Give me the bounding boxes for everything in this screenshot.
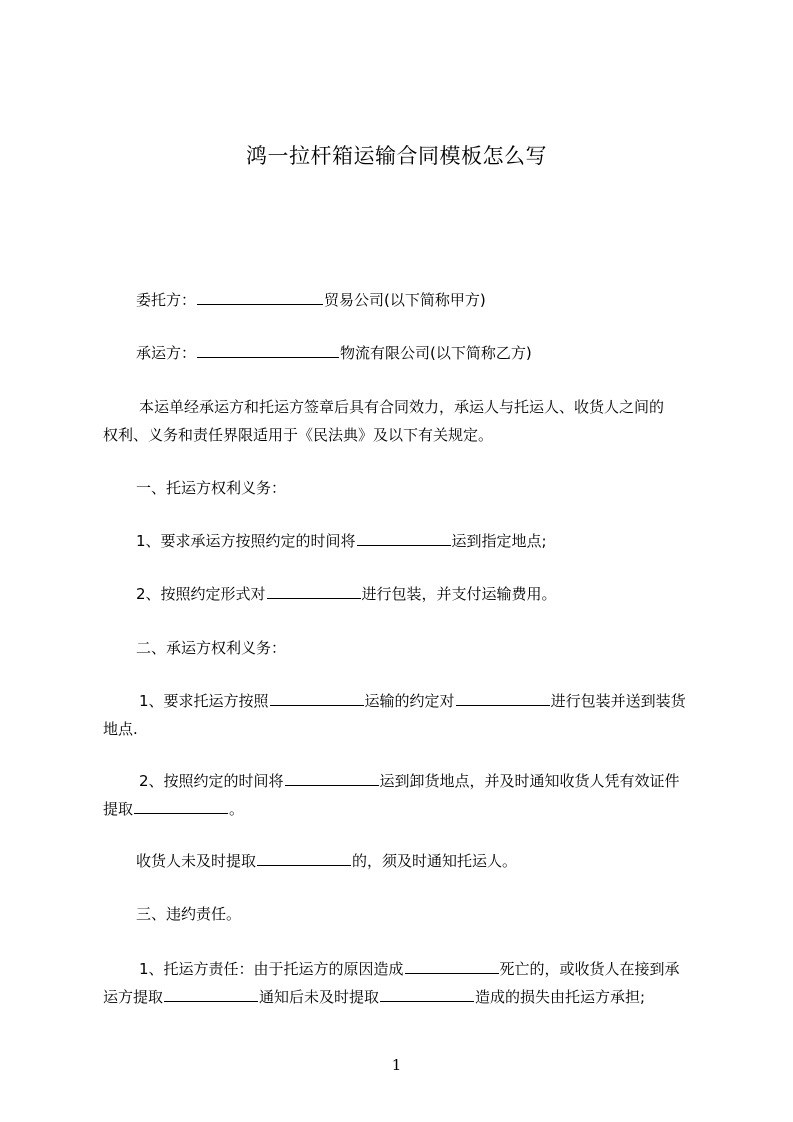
section3-heading-text: 三、违约责任。 xyxy=(136,905,242,923)
section3-item1-suffix: 死亡的，或收货人在接到承 xyxy=(499,960,680,978)
section3-item1-line2-c: 造成的损失由托运方承担; xyxy=(475,988,646,1006)
section2-item2-line2-suffix: 。 xyxy=(229,800,245,818)
intro-text-1: 本运单经承运方和托运方签章后具有合同效力，承运人与托运人、收货人之间的 xyxy=(139,398,665,416)
section2-heading xyxy=(103,634,713,663)
document-title: 鸿一拉杆箱运输合同模板怎么写 xyxy=(246,144,547,168)
section1-item1-prefix: 1、要求承运方按照约定的时间将 xyxy=(136,532,356,550)
section3-heading xyxy=(103,900,713,929)
section1-item2-prefix: 2、按照约定形式对 xyxy=(136,585,266,603)
section2-note-suffix: 的，须及时通知托运人。 xyxy=(352,852,518,870)
section1-heading xyxy=(103,474,713,503)
section2-item1-prefix: 1、要求托运方按照 xyxy=(139,692,269,710)
page-number: 1 xyxy=(391,1056,402,1074)
section2-item1-middle: 运输的约定对 xyxy=(364,692,455,710)
section2-item1-line-2: 地点. xyxy=(103,720,138,738)
consignor-suffix: 贸易公司(以下简称甲方) xyxy=(324,291,486,309)
section2-item2-suffix: 运到卸货地点，并及时通知收货人凭有效证件 xyxy=(379,772,680,790)
section3-item1-prefix: 1、托运方责任：由于托运方的原因造成 xyxy=(139,960,404,978)
section2-item1-line-1 xyxy=(103,687,713,716)
carrier-suffix: 物流有限公司(以下简称乙方) xyxy=(340,344,532,362)
section2-item1-suffix: 进行包装并送到装货 xyxy=(550,692,686,710)
intro-line-2: 权利、义务和责任界限适用于《民法典》及以下有关规定。 xyxy=(103,426,494,444)
section2-item1-blank-1 xyxy=(270,691,364,706)
section3-item1-line-1 xyxy=(103,955,713,984)
section2-item1-blank-2 xyxy=(456,691,550,706)
section1-item2 xyxy=(103,580,713,609)
intro-line-1 xyxy=(103,393,713,422)
section2-item2-line2-blank xyxy=(134,799,228,814)
section2-item2-line-1 xyxy=(103,767,713,796)
section1-item2-suffix: 进行包装，并支付运输费用。 xyxy=(361,585,557,603)
section1-item2-blank xyxy=(267,584,361,599)
section3-item1-line2-a: 运方提取 xyxy=(103,988,164,1006)
section3-item1-line2-blank-1 xyxy=(164,987,258,1002)
section1-item1 xyxy=(103,527,713,556)
section1-item1-blank xyxy=(357,531,451,546)
section1-heading-text: 一、托运方权利义务： xyxy=(136,479,287,497)
consignor-line xyxy=(103,286,713,315)
section2-item2-line2-prefix: 提取 xyxy=(103,800,134,818)
carrier-label: 承运方： xyxy=(136,344,197,362)
carrier-blank xyxy=(197,343,339,358)
consignor-label: 委托方： xyxy=(136,291,197,309)
section3-item1-line2-b: 通知后未及时提取 xyxy=(259,988,380,1006)
section2-note-blank xyxy=(257,851,351,866)
section2-note-prefix: 收货人未及时提取 xyxy=(136,852,257,870)
section2-note xyxy=(103,847,713,876)
section2-item2-prefix: 2、按照约定的时间将 xyxy=(139,772,284,790)
carrier-line xyxy=(103,339,713,368)
consignor-blank xyxy=(197,290,323,305)
section3-item1-blank xyxy=(405,959,499,974)
section2-item2-blank xyxy=(285,771,379,786)
section3-item1-line-2 xyxy=(103,983,713,1012)
section1-item1-suffix: 运到指定地点; xyxy=(451,532,547,550)
section3-item1-line2-blank-2 xyxy=(380,987,474,1002)
section2-heading-text: 二、承运方权利义务： xyxy=(136,639,287,657)
section2-item2-line-2 xyxy=(103,795,713,824)
